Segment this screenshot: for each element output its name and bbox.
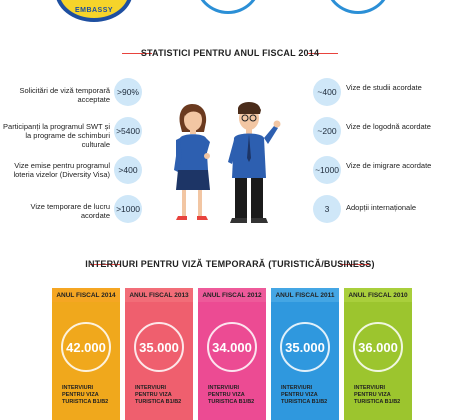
stat-label: Vize de studii acordate <box>346 83 422 92</box>
card-note: INTERVIURI PENTRU VIZA TURISTICA B1/B2 <box>354 385 401 405</box>
stat-value-circle: 3 <box>313 195 341 223</box>
circle-icon <box>195 0 261 14</box>
card-year: ANUL FISCAL 2012 <box>198 288 266 302</box>
stat-value-circle: >5400 <box>114 117 142 145</box>
card-value: 35.000 <box>134 322 184 372</box>
section-title-interviews: INTERVIURI PENTRU VIZĂ TEMPORARĂ (TURISTICĂ/BUSINESS) <box>85 259 375 269</box>
stat-label: Solicitări de viză temporară acceptate <box>19 86 110 104</box>
stat-value-circle: >1000 <box>114 195 142 223</box>
card-body <box>344 302 412 420</box>
logo-text: EMBASSY <box>74 7 114 14</box>
stat-label: Vize temporare de lucru acordate <box>30 202 110 220</box>
year-card <box>52 288 120 420</box>
stat-value-circle: ~200 <box>313 117 341 145</box>
section-title-stats: STATISTICI PENTRU ANUL FISCAL 2014 <box>140 48 320 58</box>
stat-value-circle: >90% <box>114 78 142 106</box>
year-card <box>198 288 266 420</box>
stat-label: Adopții internaționale <box>346 203 417 212</box>
stat-value-circle: ~400 <box>313 78 341 106</box>
stat-label: Vize emise pentru programul loteria vizelor (Diversity Visa) <box>13 161 110 179</box>
stat-value-circle: ~1000 <box>313 156 341 184</box>
woman-figure-icon <box>174 104 210 220</box>
year-card <box>344 288 412 420</box>
card-body <box>52 302 120 420</box>
card-value: 35.000 <box>280 322 330 372</box>
card-body <box>271 302 339 420</box>
embassy-logo <box>55 0 133 22</box>
card-body <box>198 302 266 420</box>
card-value: 42.000 <box>61 322 111 372</box>
card-value: 36.000 <box>353 322 403 372</box>
card-year: ANUL FISCAL 2013 <box>125 288 193 302</box>
year-card <box>125 288 193 420</box>
card-note: INTERVIURI PENTRU VIZA TURISTICA B1/B2 <box>208 385 255 405</box>
stat-label: Vize de imigrare acordate <box>346 161 432 170</box>
stat-label: Participanți la programul SWT și la programe de schimburi culturale <box>3 122 110 149</box>
card-note: INTERVIURI PENTRU VIZA TURISTICA B1/B2 <box>281 385 328 405</box>
card-year: ANUL FISCAL 2014 <box>52 288 120 302</box>
circle-icon <box>325 0 391 14</box>
card-year: ANUL FISCAL 2010 <box>344 288 412 302</box>
man-figure-icon <box>228 102 281 223</box>
card-body <box>125 302 193 420</box>
card-note: INTERVIURI PENTRU VIZA TURISTICA B1/B2 <box>62 385 109 405</box>
card-year: ANUL FISCAL 2011 <box>271 288 339 302</box>
year-card <box>271 288 339 420</box>
stat-value-circle: >400 <box>114 156 142 184</box>
card-note: INTERVIURI PENTRU VIZA TURISTICA B1/B2 <box>135 385 182 405</box>
stat-label: Vize de logodnă acordate <box>346 122 431 131</box>
people-illustration <box>170 98 290 233</box>
card-value: 34.000 <box>207 322 257 372</box>
